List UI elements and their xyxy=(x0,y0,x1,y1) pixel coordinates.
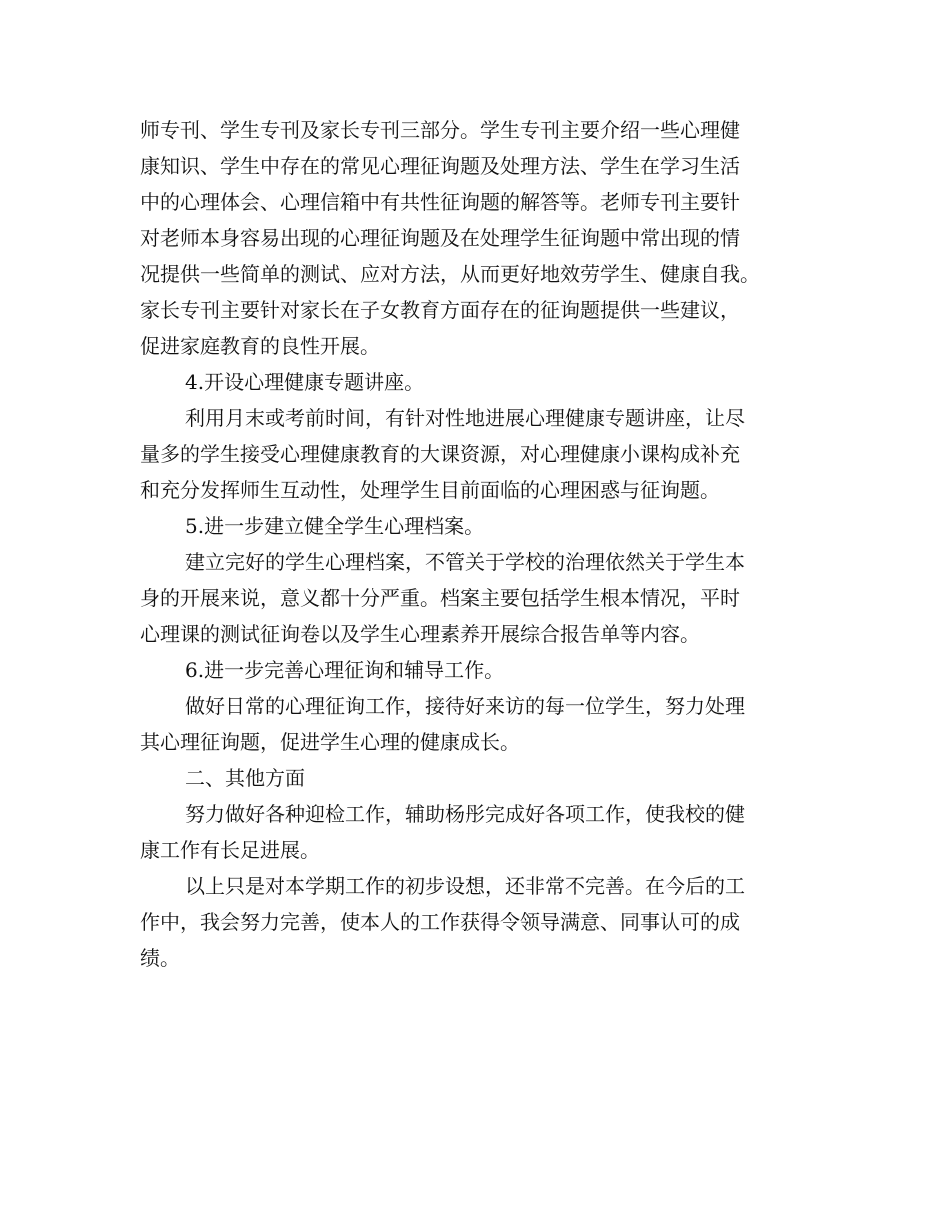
text-line: 作中，我会努力完善，使本人的工作获得令领导满意、同事认可的成 xyxy=(140,910,740,934)
text-line: 心理课的测试征询卷以及学生心理素养开展综合报告单等内容。 xyxy=(140,622,700,646)
text-line: 中的心理体会、心理信箱中有共性征询题的解答等。老师专刊主要针 xyxy=(140,190,740,214)
paragraph-start: 努力做好各种迎检工作，辅助杨彤完成好各项工作，使我校的健 xyxy=(185,802,745,826)
text-line: 康工作有长足进展。 xyxy=(140,838,320,862)
text-line: 促进家庭教育的良性开展。 xyxy=(140,334,380,358)
text-line: 师专刊、学生专刊及家长专刊三部分。学生专刊主要介绍一些心理健 xyxy=(140,118,740,142)
section-heading-5: 5.进一步建立健全学生心理档案。 xyxy=(185,514,485,538)
paragraph-start: 建立完好的学生心理档案，不管关于学校的治理依然关于学生本 xyxy=(185,550,745,574)
section-heading-other: 二、其他方面 xyxy=(185,766,305,790)
section-heading-4: 4.开设心理健康专题讲座。 xyxy=(185,370,425,394)
paragraph-start: 以上只是对本学期工作的初步设想，还非常不完善。在今后的工 xyxy=(185,874,745,898)
text-line: 和充分发挥师生互动性，处理学生目前面临的心理困惑与征询题。 xyxy=(140,478,720,502)
paragraph-start: 利用月末或考前时间，有针对性地进展心理健康专题讲座，让尽 xyxy=(185,406,745,430)
text-line: 量多的学生接受心理健康教育的大课资源，对心理健康小课构成补充 xyxy=(140,442,740,466)
paragraph-start: 做好日常的心理征询工作，接待好来访的每一位学生，努力处理 xyxy=(185,694,745,718)
document-body xyxy=(140,112,815,976)
text-line: 绩。 xyxy=(140,946,180,970)
text-line: 身的开展来说，意义都十分严重。档案主要包括学生根本情况，平时 xyxy=(140,586,740,610)
text-line: 其心理征询题，促进学生心理的健康成长。 xyxy=(140,730,520,754)
text-line: 康知识、学生中存在的常见心理征询题及处理方法、学生在学习生活 xyxy=(140,154,740,178)
text-line: 家长专刊主要针对家长在子女教育方面存在的征询题提供一些建议， xyxy=(140,298,740,322)
section-heading-6: 6.进一步完善心理征询和辅导工作。 xyxy=(185,658,505,682)
text-line: 况提供一些简单的测试、应对方法，从而更好地效劳学生、健康自我。 xyxy=(140,262,760,286)
text-line: 对老师本身容易出现的心理征询题及在处理学生征询题中常出现的情 xyxy=(140,226,740,250)
